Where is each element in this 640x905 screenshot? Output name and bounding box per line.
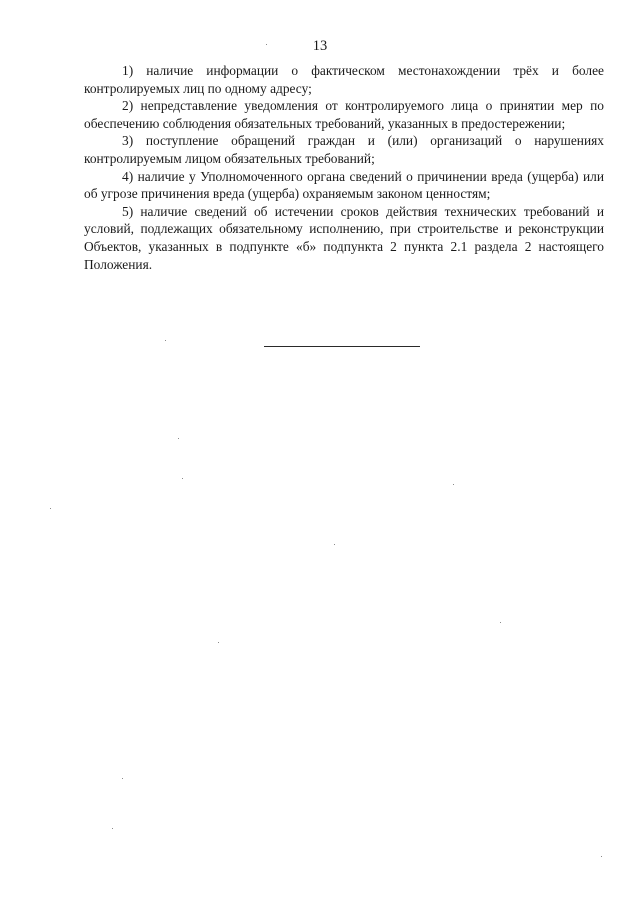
scan-speck (266, 44, 267, 45)
list-item-3: 3) поступление обращений граждан и (или) организаций о нарушениях контролируемым лицом обязательных требований; (84, 133, 604, 166)
scan-speck (601, 856, 602, 857)
scan-speck (182, 478, 183, 479)
scan-speck (218, 642, 219, 643)
scan-speck (500, 622, 501, 623)
scan-speck (50, 508, 51, 509)
end-divider-line (264, 346, 420, 347)
scan-speck (453, 484, 454, 485)
scan-speck (165, 340, 166, 341)
list-item-4: 4) наличие у Уполномоченного органа сведений о причинении вреда (ущерба) или об угрозе причинения вреда (ущерба) охраняемым законом ценностям; (84, 168, 604, 202)
scan-speck (178, 438, 179, 439)
list-item-2: 2) непредставление уведомления от контролируемого лица о принятии мер по обеспечению соблюдения обязательных требований, указанных в предостережении; (84, 98, 604, 131)
page-number: 13 (312, 38, 328, 54)
scan-speck (112, 828, 113, 829)
scan-speck (122, 778, 123, 779)
list-item-5: 5) наличие сведений об истечении сроков действия технических требований и условий, подлежащих обязательному исполнению, при строительстве и реконструкции Объектов, указанных в подпункте «б» подпункта 2 пункта 2.1 раздела 2 настоящего Положения. (84, 203, 604, 272)
scan-speck (334, 544, 335, 545)
document-body (84, 62, 604, 273)
list-item-1: 1) наличие информации о фактическом местонахождении трёх и более контролируемых лиц по одному адресу; (84, 63, 604, 96)
